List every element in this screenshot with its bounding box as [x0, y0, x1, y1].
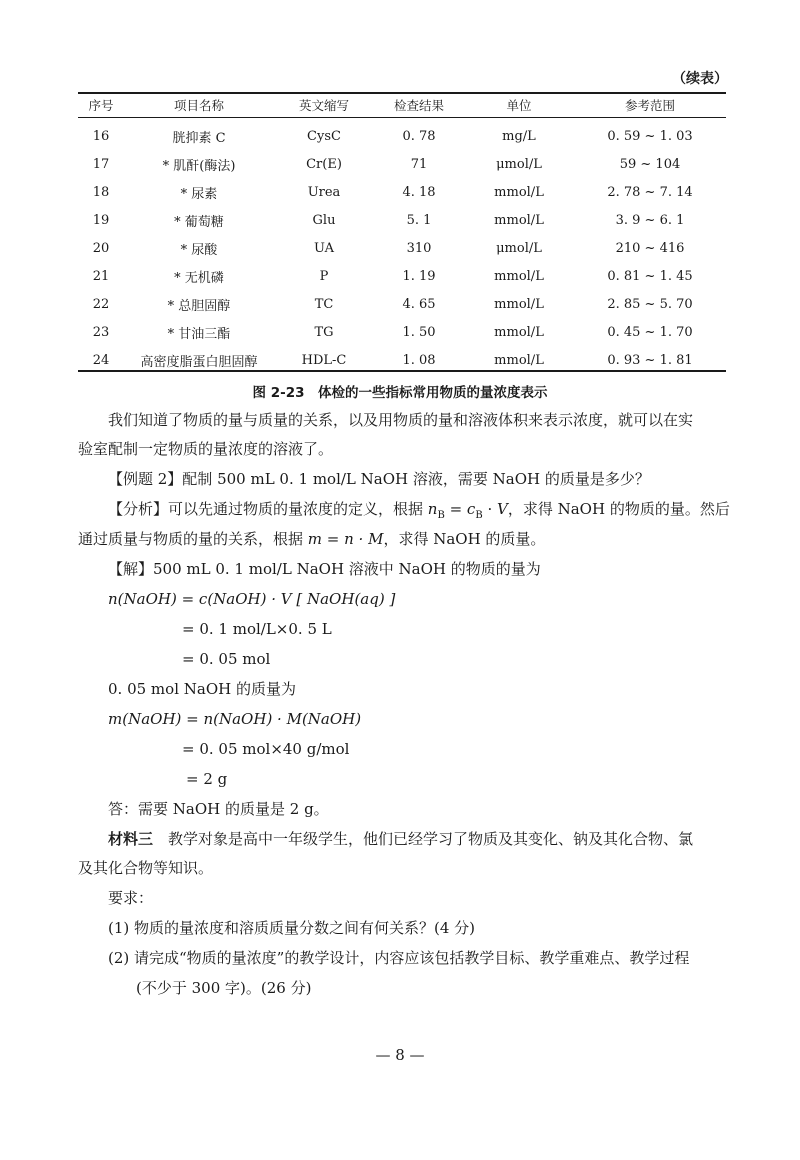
solution-equation-4: m(NaOH) = n(NaOH) · M(NaOH)	[108, 710, 362, 728]
cell-result: 71	[410, 156, 428, 172]
cell-reference-range: 3. 9 ~ 6. 1	[615, 212, 685, 228]
lab-results-table	[78, 92, 726, 374]
material-three-text: 教学对象是高中一年级学生，他们已经学习了物质及其变化、钠及其化合物、氯	[153, 830, 694, 848]
solution-equation-5: = 0. 05 mol×40 g/mol	[182, 740, 350, 758]
cell-index: 21	[92, 268, 110, 284]
analysis-line-1	[108, 499, 730, 526]
table-row	[78, 150, 726, 178]
table-row	[78, 290, 726, 318]
cell-abbreviation: Cr(E)	[306, 156, 342, 172]
table-row	[78, 206, 726, 234]
cell-result: 1. 19	[402, 268, 436, 284]
analysis-text-a: 【分析】可以先通过物质的量浓度的定义，根据	[108, 500, 428, 518]
page-number: — 8 —	[375, 1046, 425, 1064]
header-reference-range: 参考范围	[624, 98, 675, 113]
cell-unit: mmol/L	[494, 324, 544, 340]
cell-abbreviation: TC	[314, 296, 334, 312]
material-three-line-1	[108, 829, 693, 849]
analysis-text-c: 通过质量与物质的量的关系，根据	[78, 530, 308, 548]
cell-item-name: * 尿素	[180, 186, 218, 202]
cell-reference-range: 0. 59 ~ 1. 03	[607, 128, 693, 144]
cell-reference-range: 0. 81 ~ 1. 45	[607, 268, 693, 284]
cell-abbreviation: UA	[314, 240, 334, 256]
cell-result: 4. 65	[402, 296, 436, 312]
table-row	[78, 234, 726, 262]
continued-label: （续表）	[672, 71, 728, 87]
cell-reference-range: 2. 85 ~ 5. 70	[607, 296, 693, 312]
material-three-label: 材料三	[108, 830, 154, 848]
cell-reference-range: 0. 93 ~ 1. 81	[607, 352, 693, 368]
cell-reference-range: 210 ~ 416	[615, 240, 685, 256]
cell-abbreviation: TG	[314, 324, 334, 340]
cell-reference-range: 0. 45 ~ 1. 70	[607, 324, 693, 340]
formula-n-subscript: B	[437, 510, 445, 521]
analysis-line-2	[78, 529, 545, 549]
solution-intro: 【解】500 mL 0. 1 mol/L NaOH 溶液中 NaOH 的物质的量为	[108, 560, 541, 578]
cell-item-name: * 尿酸	[180, 242, 218, 258]
cell-unit: mmol/L	[494, 184, 544, 200]
header-unit: 单位	[506, 98, 532, 113]
formula-equals: =	[444, 500, 467, 518]
cell-result: 310	[406, 240, 432, 256]
cell-unit: μmol/L	[496, 156, 542, 172]
header-abbreviation: 英文缩写	[298, 98, 349, 113]
mass-intro: 0. 05 mol NaOH 的质量为	[108, 680, 296, 698]
analysis-text-d: ，求得 NaOH 的质量。	[383, 530, 546, 548]
cell-abbreviation: Glu	[312, 212, 336, 228]
example-question: 【例题 2】配制 500 mL 0. 1 mol/L NaOH 溶液，需要 NaOH 的质量是多少？	[108, 470, 650, 488]
intro-paragraph-line-2: 验室配制一定物质的量浓度的溶液了。	[78, 440, 334, 458]
cell-abbreviation: HDL-C	[301, 352, 347, 368]
cell-result: 5. 1	[406, 212, 432, 228]
formula-v-symbol: V	[497, 500, 508, 518]
cell-unit: mmol/L	[494, 296, 544, 312]
cell-index: 19	[92, 212, 110, 228]
cell-reference-range: 2. 78 ~ 7. 14	[607, 184, 693, 200]
table-row	[78, 346, 726, 374]
solution-equation-3: = 0. 05 mol	[182, 650, 271, 668]
table-row	[78, 122, 726, 150]
table-header-row	[78, 92, 726, 118]
solution-equation-1: n(NaOH) = c(NaOH) · V [ NaOH(aq) ]	[108, 590, 396, 608]
formula-c-symbol: c	[466, 500, 476, 518]
cell-index: 16	[92, 128, 110, 144]
answer-line: 答：需要 NaOH 的质量是 2 g。	[108, 800, 329, 818]
header-index: 序号	[88, 98, 114, 113]
cell-unit: μmol/L	[496, 240, 542, 256]
table-row	[78, 178, 726, 206]
cell-unit: mmol/L	[494, 268, 544, 284]
intro-paragraph-line-1: 我们知道了物质的量与质量的关系，以及用物质的量和溶液体积来表示浓度，就可以在实	[108, 411, 694, 429]
cell-index: 18	[92, 184, 110, 200]
cell-result: 1. 50	[402, 324, 436, 340]
requirement-1: (1) 物质的量浓度和溶质质量分数之间有何关系？(4 分)	[108, 919, 476, 937]
cell-reference-range: 59 ~ 104	[619, 156, 681, 172]
header-result: 检查结果	[393, 98, 444, 113]
requirement-2-line-1: (2) 请完成“物质的量浓度”的教学设计，内容应该包括教学目标、教学重难点、教学过程	[108, 949, 690, 967]
solution-equation-2: = 0. 1 mol/L×0. 5 L	[182, 620, 332, 638]
formula-c-subscript: B	[475, 510, 483, 521]
cell-item-name: * 葡萄糖	[174, 214, 224, 230]
cell-abbreviation: CysC	[307, 128, 341, 144]
cell-result: 1. 08	[402, 352, 436, 368]
material-three-line-2: 及其化合物等知识。	[78, 859, 214, 877]
cell-abbreviation: Urea	[307, 184, 341, 200]
cell-result: 4. 18	[402, 184, 436, 200]
cell-result: 0. 78	[402, 128, 436, 144]
cell-unit: mmol/L	[494, 212, 544, 228]
formula-n-symbol: n	[427, 500, 438, 518]
cell-index: 22	[92, 296, 110, 312]
formula-dot: ·	[482, 500, 497, 518]
analysis-text-b: ，求得 NaOH 的物质的量。然后	[507, 500, 730, 518]
cell-index: 17	[92, 156, 110, 172]
cell-index: 20	[92, 240, 110, 256]
cell-abbreviation: P	[319, 268, 329, 284]
cell-index: 23	[92, 324, 110, 340]
figure-caption: 图 2-23 体检的一些指标常用物质的量浓度表示	[252, 385, 548, 401]
table-row	[78, 318, 726, 346]
formula-mass: m = n · M	[307, 530, 384, 548]
table-row	[78, 262, 726, 290]
cell-item-name: * 总胆固醇	[167, 298, 231, 314]
cell-item-name: 胱抑素 C	[172, 130, 226, 146]
cell-unit: mg/L	[502, 128, 536, 144]
cell-item-name: * 无机磷	[174, 270, 224, 286]
cell-item-name: * 甘油三酯	[167, 326, 231, 342]
requirements-title: 要求：	[108, 889, 154, 907]
requirement-2-line-2: (不少于 300 字)。(26 分)	[136, 979, 312, 997]
solution-equation-6: = 2 g	[186, 770, 228, 788]
cell-item-name: 高密度脂蛋白胆固醇	[140, 354, 258, 370]
cell-index: 24	[92, 352, 110, 368]
cell-item-name: * 肌酐(酶法)	[162, 158, 236, 174]
header-item-name: 项目名称	[173, 98, 224, 113]
cell-unit: mmol/L	[494, 352, 544, 368]
